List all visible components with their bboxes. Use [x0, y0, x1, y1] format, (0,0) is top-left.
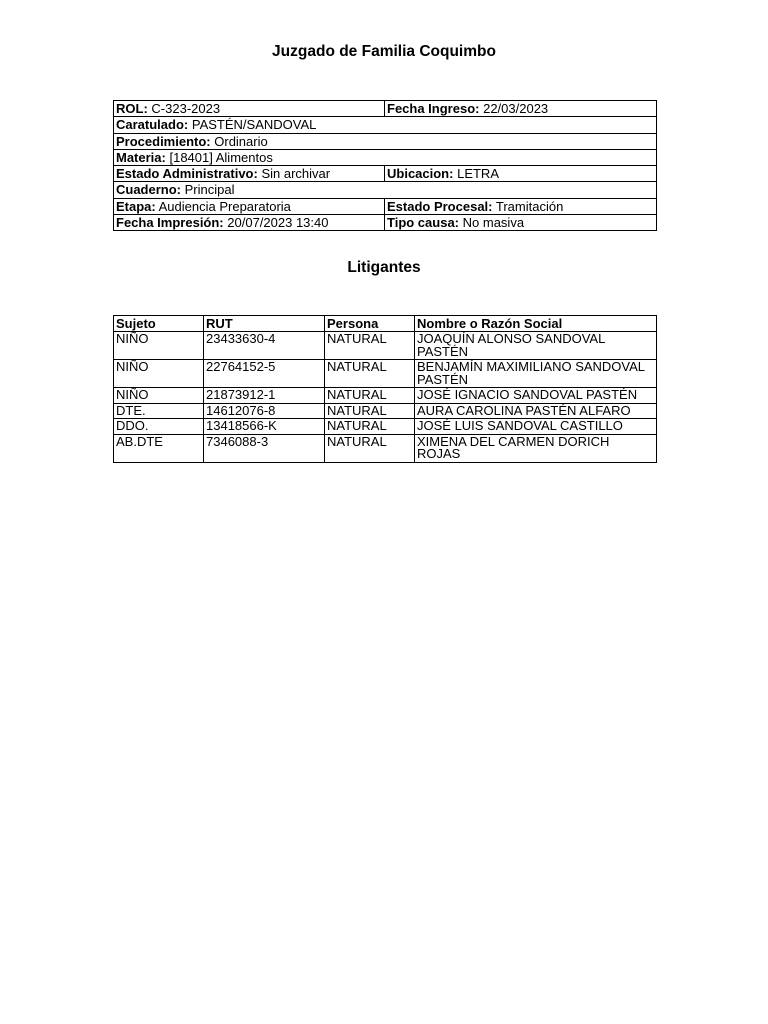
info-row [114, 198, 657, 214]
table-row [114, 403, 657, 419]
rut-cell: 14612076-8 [204, 403, 325, 419]
table-row [114, 419, 657, 435]
fecha-impresion-label: Fecha Impresión: [116, 215, 224, 231]
nombre-cell: AURA CAROLINA PASTÉN ALFARO [415, 403, 657, 419]
fecha-ingreso-cell [385, 101, 657, 117]
caratulado-label: Caratulado: [116, 117, 189, 133]
rut-cell: 7346088-3 [204, 434, 325, 462]
tipo-causa-label: Tipo causa: [387, 215, 460, 231]
sujeto-cell: DTE. [114, 403, 204, 419]
sujeto-cell: DDO. [114, 419, 204, 435]
caratulado-cell [114, 117, 657, 133]
nombre-cell: JOSÉ LUIS SANDOVAL CASTILLO [415, 419, 657, 435]
persona-cell: NATURAL [325, 403, 415, 419]
procedimiento-value: Ordinario [214, 133, 268, 149]
ubicacion-value: LETRA [457, 166, 499, 182]
tipo-causa-value: No masiva [462, 215, 525, 231]
estado-procesal-cell [385, 198, 657, 214]
sujeto-cell: NIÑO [114, 360, 204, 388]
fecha-impresion-cell [114, 215, 385, 231]
nombre-cell: BENJAMÍN MAXIMILIANO SANDOVAL PASTÉN [415, 360, 657, 388]
rut-cell: 22764152-5 [204, 360, 325, 388]
materia-value: [18401] Alimentos [169, 149, 273, 165]
persona-cell: NATURAL [325, 434, 415, 462]
etapa-value: Audiencia Preparatoria [158, 198, 291, 214]
persona-cell: NATURAL [325, 332, 415, 360]
table-row [114, 388, 657, 404]
persona-cell: NATURAL [325, 360, 415, 388]
estado-administrativo-cell [114, 166, 385, 182]
nombre-cell: JOAQUÍN ALONSO SANDOVAL PASTÉN [415, 332, 657, 360]
info-row [114, 117, 657, 133]
info-row [114, 166, 657, 182]
case-info-table [113, 100, 657, 231]
estado-procesal-label: Estado Procesal: [387, 198, 493, 214]
ubicacion-cell [385, 166, 657, 182]
info-row [114, 149, 657, 165]
page-title: Juzgado de Familia Coquimbo [272, 43, 496, 60]
estado-procesal-value: Tramitación [495, 198, 564, 214]
info-row [114, 133, 657, 149]
rut-cell: 23433630-4 [204, 332, 325, 360]
rut-cell: 13418566-K [204, 419, 325, 435]
table-row [114, 434, 657, 462]
info-row [114, 101, 657, 117]
header-sujeto: Sujeto [114, 316, 204, 332]
rol-label: ROL: [116, 101, 148, 116]
info-row [114, 182, 657, 198]
cuaderno-value: Principal [184, 182, 235, 198]
header-nombre: Nombre o Razón Social [415, 316, 657, 332]
materia-label: Materia: [116, 149, 166, 165]
fecha-impresion-value: 20/07/2023 13:40 [227, 215, 329, 231]
rol-cell [114, 101, 385, 117]
table-row [114, 360, 657, 388]
fecha-ingreso-value: 22/03/2023 [483, 101, 549, 116]
table-row [114, 332, 657, 360]
header-rut: RUT [204, 316, 325, 332]
etapa-cell [114, 198, 385, 214]
caratulado-value: PASTÉN/SANDOVAL [191, 117, 317, 133]
persona-cell: NATURAL [325, 419, 415, 435]
sujeto-cell: NIÑO [114, 388, 204, 404]
estado-administrativo-label: Estado Administrativo: [116, 166, 258, 182]
header-persona: Persona [325, 316, 415, 332]
rol-value: C-323-2023 [151, 101, 221, 116]
sujeto-cell: AB.DTE [114, 434, 204, 462]
nombre-cell: XIMENA DEL CARMEN DORICH ROJAS [415, 434, 657, 462]
sujeto-cell: NIÑO [114, 332, 204, 360]
litigantes-table [113, 315, 657, 463]
etapa-label: Etapa: [116, 198, 156, 214]
info-row [114, 215, 657, 231]
fecha-ingreso-label: Fecha Ingreso: [387, 101, 480, 116]
cuaderno-label: Cuaderno: [116, 182, 181, 198]
procedimiento-cell [114, 133, 657, 149]
nombre-cell: JOSÉ IGNACIO SANDOVAL PASTÉN [415, 388, 657, 404]
persona-cell: NATURAL [325, 388, 415, 404]
procedimiento-label: Procedimiento: [116, 133, 211, 149]
materia-cell [114, 149, 657, 165]
ubicacion-label: Ubicacion: [387, 166, 454, 182]
rut-cell: 21873912-1 [204, 388, 325, 404]
tipo-causa-cell [385, 215, 657, 231]
cuaderno-cell [114, 182, 657, 198]
estado-administrativo-value: Sin archivar [261, 166, 331, 182]
litigantes-title: Litigantes [347, 259, 421, 276]
litigantes-header-row [114, 316, 657, 332]
